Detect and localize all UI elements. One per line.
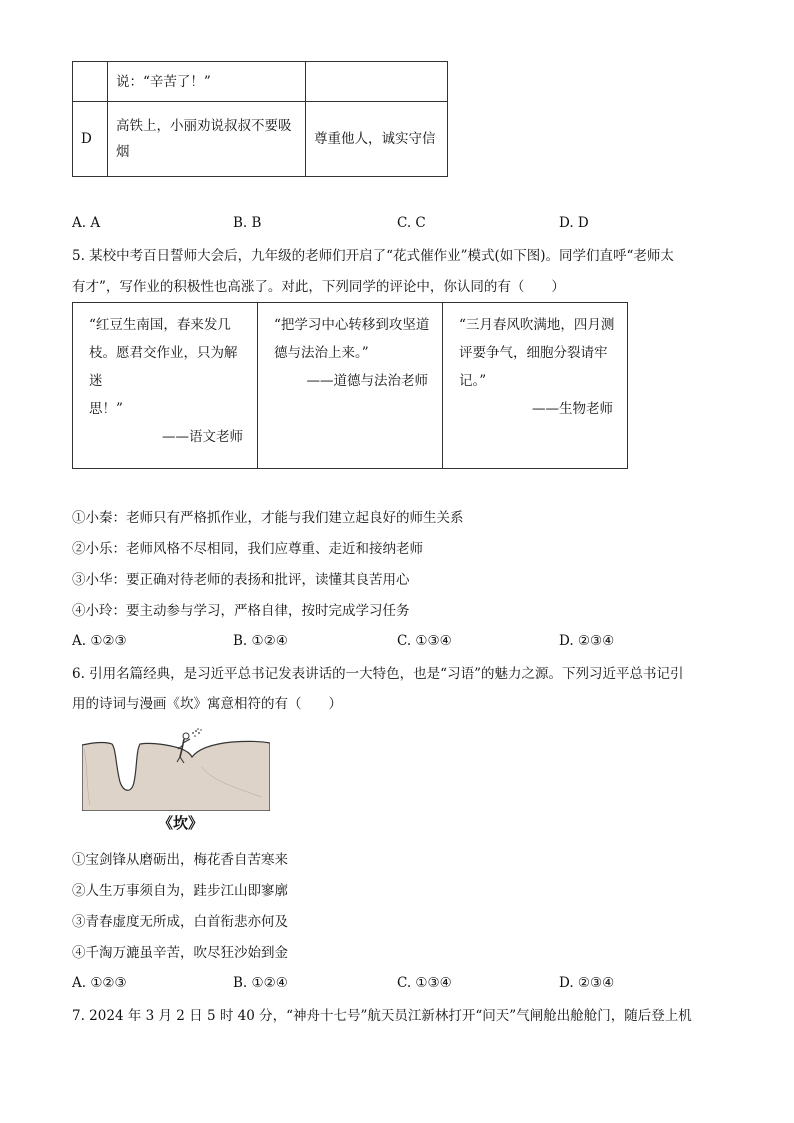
quote-line: 记。” xyxy=(459,373,487,389)
quote-line: 德与法治上来。” xyxy=(274,345,369,361)
option-c[interactable]: C. C xyxy=(397,215,426,231)
quote-line: 枝。愿君交作业，只为解迷 xyxy=(89,345,238,389)
q7-stem-line1: 7. 2024 年 3 月 2 日 5 时 40 分，“神舟十七号”航天员江新林打开“问天”气闸舱出舱舱门，随后登上机 xyxy=(72,1008,692,1024)
quote-biology xyxy=(443,303,628,469)
quote-line: 思！” xyxy=(89,401,123,417)
option-d[interactable]: D. ②③④ xyxy=(559,975,615,991)
option-d[interactable]: D. D xyxy=(559,215,589,231)
ground-shape xyxy=(82,741,270,811)
quote-line: 评要争气，细胞分裂请牢 xyxy=(459,345,608,361)
option-b[interactable]: B. ①②④ xyxy=(233,975,288,991)
option-b[interactable]: B. ①②④ xyxy=(233,633,288,649)
quote-line: “把学习中心转移到攻坚道 xyxy=(274,317,430,333)
scene-line: 高铁上，小丽劝说叔叔不要吸 xyxy=(116,118,292,134)
q5-item: ②小乐：老师风格不尽相同，我们应尊重、走近和接纳老师 xyxy=(72,541,423,557)
option-a[interactable]: A. ①②③ xyxy=(72,975,127,991)
option-c[interactable]: C. ①③④ xyxy=(397,975,452,991)
option-d[interactable]: D. ②③④ xyxy=(559,633,615,649)
q5-options xyxy=(72,633,732,653)
option-b[interactable]: B. B xyxy=(233,215,262,231)
quote-attribution: ——语文老师 xyxy=(162,429,243,445)
scene-line: 烟 xyxy=(116,144,130,160)
option-a[interactable]: A. A xyxy=(72,215,101,231)
q6-item: ②人生万事须自为，跬步江山即寥廓 xyxy=(72,883,288,899)
q5-item: ④小玲：要主动参与学习，严格自律，按时完成学习任务 xyxy=(72,603,410,619)
top-table-value: 尊重他人，诚实守信 xyxy=(306,102,448,177)
top-table-value xyxy=(306,62,448,102)
option-c[interactable]: C. ①③④ xyxy=(397,633,452,649)
q6-item: ③青春虚度无所成，白首衔悲亦何及 xyxy=(72,914,288,930)
q6-item: ④千淘万漉虽辛苦，吹尽狂沙始到金 xyxy=(72,945,288,961)
quote-line: “红豆生南国，春来发几 xyxy=(89,317,231,333)
q5-item: ①小秦：老师只有严格抓作业，才能与我们建立起良好的师生关系 xyxy=(72,510,464,526)
cartoon-kan-illustration xyxy=(82,727,270,811)
cartoon-caption: 《坎》 xyxy=(158,814,204,832)
quotes-table xyxy=(72,302,628,469)
q6-stem-line1: 6. 引用名篇经典，是习近平总书记发表讲话的一大特色，也是“习语”的魅力之源。下列习近平总书记引 xyxy=(72,666,684,682)
top-table-scene: 说：“辛苦了！” xyxy=(108,62,306,102)
top-table-letter xyxy=(73,62,108,102)
q6-options xyxy=(72,975,732,995)
top-table-letter: D xyxy=(73,102,108,177)
q6-item: ①宝剑锋从磨砺出，梅花香自苦寒来 xyxy=(72,852,288,868)
quote-attribution: ——道德与法治老师 xyxy=(306,373,428,389)
quote-attribution: ——生物老师 xyxy=(532,401,613,417)
top-table-scene xyxy=(108,102,306,177)
q6-stem-line2: 用的诗词与漫画《坎》寓意相符的有（ ） xyxy=(72,696,342,712)
quote-line: “三月春风吹满地，四月测 xyxy=(459,317,615,333)
q4-options xyxy=(72,215,732,235)
q5-item: ③小华：要正确对待老师的表扬和批评，读懂其良苦用心 xyxy=(72,572,410,588)
option-a[interactable]: A. ①②③ xyxy=(72,633,127,649)
quote-chinese xyxy=(73,303,258,469)
quote-morality xyxy=(258,303,443,469)
q5-stem-line2: 有才”，写作业的积极性也高涨了。对此，下列同学的评论中，你认同的有（ ） xyxy=(72,279,565,295)
q5-stem-line1: 5. 某校中考百日誓师大会后，九年级的老师们开启了“花式催作业”模式(如下图)。同学们直呼“老师太 xyxy=(72,248,674,264)
top-table xyxy=(72,61,448,177)
sweat-drops-icon xyxy=(192,728,202,737)
